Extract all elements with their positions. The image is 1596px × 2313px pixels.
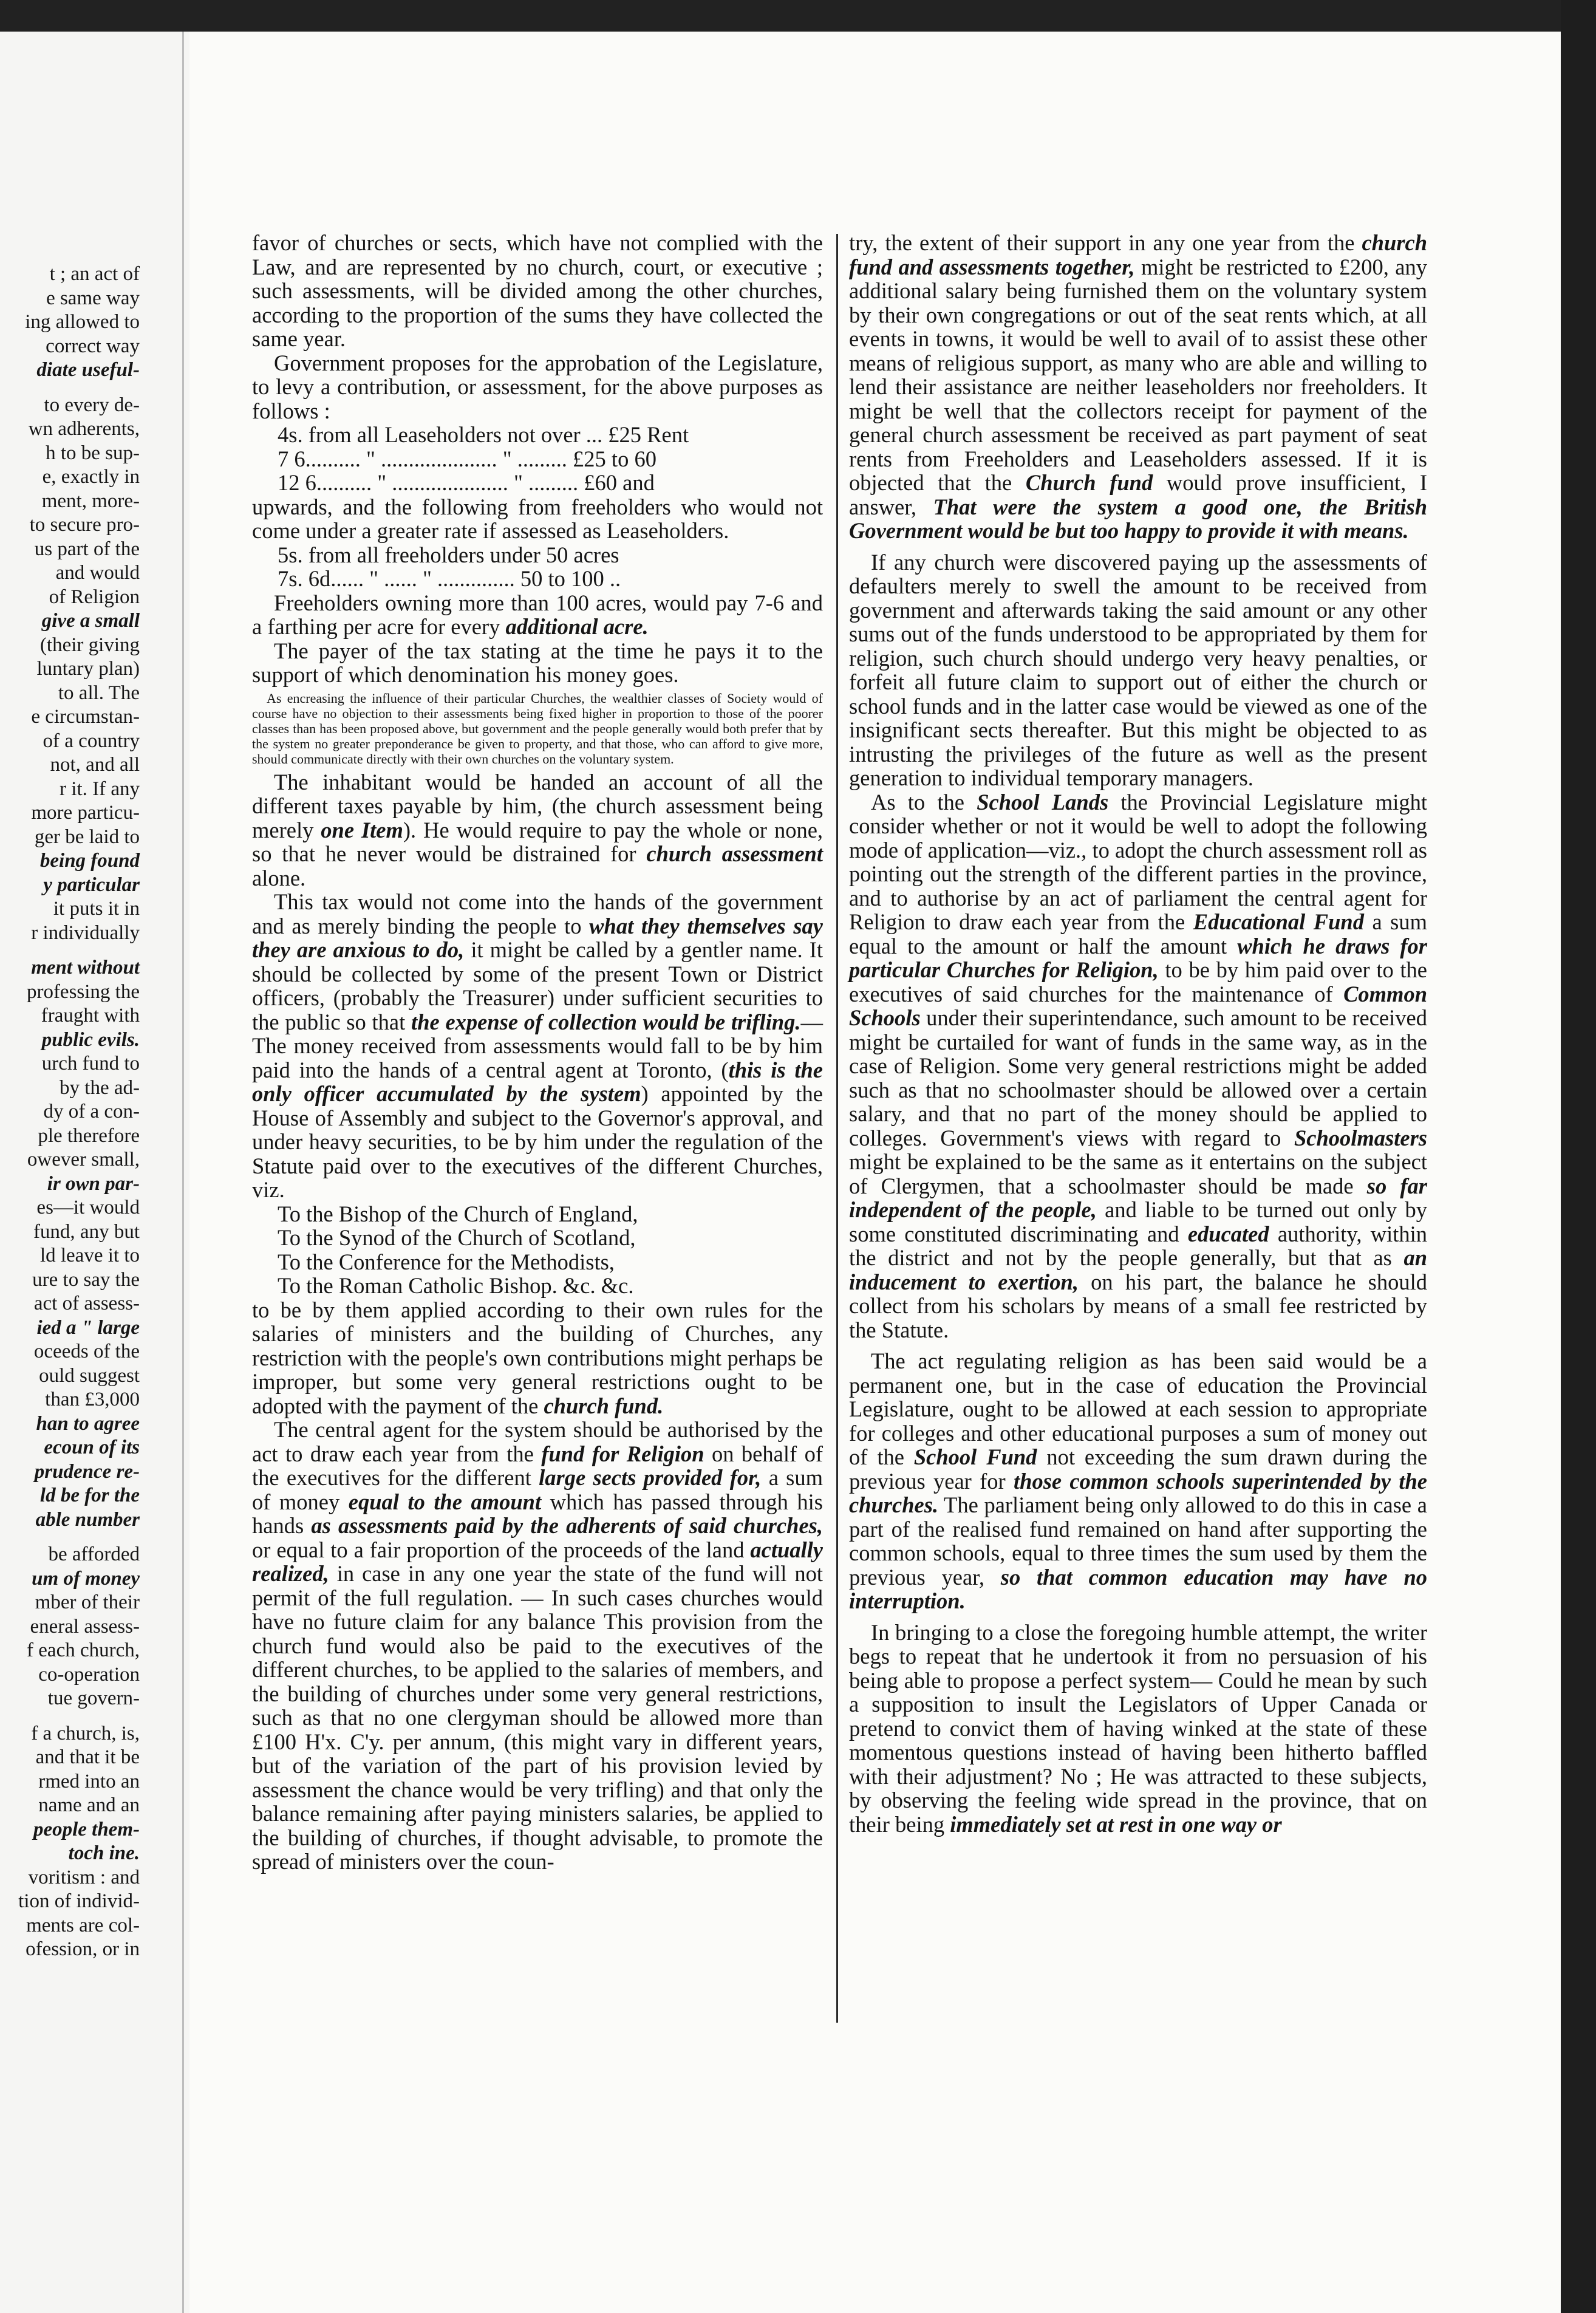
fragment-line: more particu-	[31, 802, 140, 824]
text: The act regulating religion as has been said would be a permanent one, but in the case of education the Provincial Legislature, ought to be allowed at each session to appropriate for colleges and other educational purposes a sum of money out of the	[849, 1348, 1427, 1469]
fragment-line: ld be for the	[39, 1484, 140, 1506]
fragment-line: dy of a con-	[43, 1101, 140, 1122]
fragment-line: and would	[55, 562, 140, 584]
fragment-line: ould suggest	[39, 1364, 140, 1387]
fragment-line: tion of individ-	[18, 1890, 140, 1912]
fragment-line: fund, any but	[33, 1220, 140, 1243]
text: As to the	[871, 789, 964, 815]
paragraph	[849, 1349, 1427, 1613]
paragraph	[252, 770, 823, 890]
text: it might be called by a gentler name. It should be collected by some of the present Town or District officers, (probably the Treasurer) under sufficient securities to the public so that	[252, 937, 823, 1034]
fragment-line: h to be sup-	[46, 442, 140, 464]
fragment-line: e, exactly in	[42, 466, 140, 488]
fragment-line: prudence re-	[34, 1460, 140, 1483]
fragment-line: rmed into an	[38, 1770, 140, 1792]
fragment-line: professing the	[26, 980, 140, 1003]
text: try, the extent of their support in any one year from the	[849, 230, 1355, 255]
fragment-line: ing allowed to	[25, 311, 140, 333]
fragment-line: ir own par-	[47, 1172, 140, 1195]
previous-page-edge	[0, 32, 189, 2313]
emphasis: what they themselves say they are anxious to do,	[252, 913, 823, 962]
emphasis: actually realized,	[252, 1537, 823, 1586]
fragment-line: to secure pro-	[29, 514, 140, 536]
fragment-line: ecoun of its	[44, 1437, 140, 1458]
fragment-line: f a church, is,	[31, 1722, 140, 1744]
emphasis: Church fund	[1025, 470, 1153, 495]
address-line: To the Bishop of the Church of England,	[278, 1201, 638, 1226]
text: on his part, the balance he should collect from his scholars by means of a small fee restricted by the Statute.	[849, 1269, 1428, 1342]
fragment-line: ld leave it to	[39, 1245, 140, 1266]
rate-line: 4s. from all Leaseholders not over ... £25 Rent	[278, 422, 689, 447]
fragment-line: y particular	[43, 873, 140, 896]
text: to be by them applied according to their own rules for the salaries of ministers and the building of Churches, any restriction with the people's own contributions might perhaps be improper, but some very general restrictions ought to be adopted with the payment of the	[252, 1297, 823, 1418]
paragraph	[849, 790, 1427, 1342]
emphasis: church assessment	[646, 841, 823, 866]
emphasis: Common Schools	[849, 981, 1427, 1030]
fragment-line: r individually	[31, 921, 140, 944]
text: in case in any one year the state of the fund will not permit of the full regulation. — In such cases churches would have no future claim for any balance This provision from the church fund would also be paid to the executives of the different churches, to be applied to the salaries of members, and the building of churches under some very general restrictions, such as that no one clergyman should be allowed more than £100 H'x. C'y. per annum, (this might vary in different years, but of the variation of the part of his provision levied by assessment the chance would be very trifling) and that only the balance remaining after paying ministers salaries, be applied to the building of churches, if thought advisable, to promote the spread of ministers over the coun-	[252, 1561, 823, 1874]
text: or equal to a fair proportion of the proceeds of the land	[252, 1537, 745, 1562]
right-column	[849, 231, 1427, 1836]
column-rule	[836, 234, 838, 2023]
paragraph	[252, 591, 823, 639]
footnote: As encreasing the influence of their particular Churches, the wealthier classes of Society would of course have no objection to their assessments being fixed higher in proportion to those of the poorer classes than has been proposed above, but government and the people generally would both prefer that by the system no greater preponderance be given to property, and that those, who can afford to give more, should communicate directly with their own churches on the voluntary system.	[252, 690, 823, 767]
rate-line: 12 6.......... " ..................... " ......... £60 and	[278, 470, 655, 495]
emphasis: the expense of collection would be trifling.	[411, 1009, 801, 1034]
previous-page-text-fragments	[0, 262, 140, 1962]
text: — The money received from assessments would fall to be by him paid into the hands of a central agent at Toronto, (	[252, 1009, 824, 1082]
fragment-line: mber of their	[35, 1591, 140, 1613]
emphasis: immediately set at rest in one way or	[950, 1811, 1282, 1837]
fragment-line: f each church,	[27, 1639, 140, 1661]
fragment-line: urch fund to	[41, 1053, 140, 1075]
fragment-line: of a country	[43, 729, 140, 752]
scan-border-right	[1561, 0, 1596, 2313]
paragraph	[252, 1418, 823, 1874]
text: The inhabitant would be handed an account of all the different taxes payable by him, (the church assessment being merely	[252, 769, 823, 842]
fragment-line: act of assess-	[33, 1293, 140, 1314]
emphasis: School Lands	[977, 789, 1109, 815]
fragment-line: correct way	[46, 335, 140, 357]
text: alone.	[252, 865, 306, 890]
emphasis: as assessments paid by the adherents of said churches,	[311, 1513, 824, 1538]
emphasis: fund for Religion	[541, 1441, 704, 1466]
page-gutter	[182, 32, 184, 2313]
fragment-line: by the ad-	[60, 1076, 140, 1099]
text: not exceeding the sum drawn during the previous year for	[849, 1444, 1428, 1494]
address-line: To the Roman Catholic Bishop. &c. &c.	[278, 1273, 634, 1298]
fragment-line: to all. The	[58, 682, 140, 704]
fragment-line: wn adherents,	[28, 418, 140, 440]
paragraph	[252, 1298, 823, 1418]
rate-line: 7 6.......... " ..................... " ......... £25 to 60	[278, 446, 656, 471]
emphasis: Schoolmasters	[1294, 1125, 1427, 1150]
fragment-line: eneral assess-	[30, 1615, 140, 1638]
fragment-line: ments are col-	[26, 1914, 140, 1936]
emphasis: so that common education may have no interruption.	[849, 1564, 1427, 1613]
emphasis: additional acre.	[505, 614, 649, 639]
fragment-line: us part of the	[34, 538, 140, 560]
fragment-line: es—it would	[36, 1197, 140, 1218]
fragment-line: voritism : and	[28, 1866, 140, 1888]
fragment-line: t ; an act of	[49, 263, 140, 285]
paragraph: upwards, and the following from freeholders who would not come under a greater rate if assessed as Leaseholders.	[252, 494, 823, 543]
fragment-line: diate useful-	[36, 359, 140, 381]
fragment-line: luntary plan)	[36, 658, 140, 680]
emphasis: one Item	[321, 817, 403, 842]
fragment-line: and that it be	[35, 1746, 140, 1768]
fragment-line: fraught with	[41, 1005, 140, 1027]
text: authority, within the district and not by the people generally, but that as	[849, 1221, 1427, 1270]
fragment-line: ure to say the	[32, 1268, 140, 1291]
fragment-line: r it. If any	[60, 777, 140, 800]
fragment-line: toch ine.	[68, 1842, 140, 1864]
fragment-line: owever small,	[27, 1149, 140, 1170]
text: ). He would require to pay the whole or none, so that he never would be distrained for	[252, 817, 824, 866]
text: to be by him paid over to the executives of said churches for the maintenance of	[849, 957, 1427, 1006]
fragment-line: than £3,000	[45, 1389, 140, 1410]
rate-line: 7s. 6d...... " ...... " .............. 50 to 100 ..	[278, 566, 621, 591]
fragment-line: ple therefore	[38, 1124, 140, 1147]
fragment-line: han to agree	[36, 1412, 140, 1435]
emphasis: this is the only officer accumulated by the system	[252, 1057, 824, 1106]
fragment-line: being found	[39, 850, 140, 872]
fragment-line: tue govern-	[47, 1687, 140, 1709]
fragment-line: give a small	[41, 610, 140, 632]
text: and liable to be turned out only by some constituted discriminating and	[849, 1197, 1427, 1246]
emphasis: church fund and assessments together,	[849, 230, 1427, 279]
fragment-line: ment, more-	[41, 490, 140, 512]
fragment-line: e circumstan-	[31, 706, 140, 728]
fragment-line: ied a " large	[36, 1316, 140, 1339]
text: might be restricted to £200, any additional salary being furnished them on the voluntary system by their own congregations or out of the seat rents which, at all events in towns, it would be well to avail of to assist these other means of religious support, as many who are able and willing to lend their assistance are neither leaseholders nor freeholders. It might be well that the collectors receipt for payment of the general church assessment be received as part payment of seat rents from Freeholders and Leaseholders assessed. If it is objected that the	[849, 254, 1428, 495]
fragment-line: co-operation	[38, 1663, 140, 1686]
text: ) appointed by the House of Assembly and subject to the Governor's approval, and under heavy securities, to be by him under the regulation of the Statute paid over to the executives of the different Churches, viz.	[252, 1081, 823, 1202]
emphasis: educated	[1187, 1221, 1269, 1246]
address-line: To the Conference for the Methodists,	[278, 1249, 615, 1274]
fragment-line: ofession, or in	[26, 1938, 140, 1960]
fragment-line: it puts it in	[53, 898, 140, 920]
fragment-line: of Religion	[49, 586, 140, 608]
fragment-line: people them-	[33, 1818, 140, 1840]
fragment-line: not, and all	[50, 754, 140, 776]
text: under their superintendance, such amount to be received might be curtailed for want of funds in the same way, as in the case of Religion. Some very general restrictions might be added such as that no schoolmaster should be allowed over a certain salary, and that no part of the money should be applied to colleges. Government's views with regard to	[849, 1005, 1427, 1150]
fragment-line: ment without	[31, 957, 140, 979]
paragraph	[849, 231, 1427, 543]
emphasis: That were the system a good one, the British Government would be but too happy to provide it with means.	[849, 494, 1427, 543]
emphasis: church fund.	[544, 1393, 664, 1418]
emphasis: equal to the amount	[348, 1489, 542, 1514]
text: The parliament being only allowed to do this in case a part of the realised fund remained on hand after supporting the common schools, equal to three times the sum used by them the previous year,	[849, 1492, 1427, 1590]
text: which has passed through his hands	[252, 1489, 823, 1538]
address-line: To the Synod of the Church of Scotland,	[278, 1225, 636, 1250]
text: would prove insufficient, I answer,	[849, 470, 1428, 519]
left-column	[252, 231, 823, 1874]
emphasis: large sects provided for,	[539, 1465, 762, 1490]
fragment-line: public evils.	[41, 1028, 140, 1051]
fragment-line: name and an	[38, 1794, 140, 1816]
paragraph: favor of churches or sects, which have not complied with the Law, and are represented by no church, court, or executive ; such assessments, will be divided among the other churches, according to the proportion of the sums they have collected the same year.	[252, 230, 823, 351]
fragment-line: um of money	[32, 1567, 140, 1590]
text: a sum equal to the amount or half the amount	[849, 909, 1428, 958]
text: a sum of money	[252, 1465, 824, 1514]
emphasis: Educational Fund	[1193, 909, 1364, 934]
text: might be explained to be the same as it entertains on the subject of Clergymen, that a schoolmaster should be made	[849, 1149, 1427, 1198]
fragment-line: e same way	[46, 287, 140, 309]
emphasis: those common schools superintended by the churches.	[849, 1468, 1427, 1517]
fragment-line: (their giving	[39, 634, 140, 656]
rate-line: 5s. from all freeholders under 50 acres	[278, 542, 619, 567]
emphasis: so far independent of the people,	[849, 1173, 1427, 1222]
paragraph: If any church were discovered paying up the assessments of defaulters merely to swell the amount to be received from government and afterwards taking the said amount or any other sums out of the funds understood to be appropriated by them for religion, such church should undergo very heavy penalties, or forfeit all future claim to support out of either the church or school funds and in the latter case would be viewed as one of the insignificant sects thereafter. But this might be objected to as intrusting the privileges of the future as well as the present generation to individual temporary managers.	[849, 549, 1427, 790]
paragraph	[252, 890, 823, 1202]
paragraph: The payer of the tax stating at the time he pays it to the support of which denomination his money goes.	[252, 638, 823, 687]
fragment-line: to every de-	[44, 394, 140, 416]
emphasis: which he draws for particular Churches for Religion,	[849, 933, 1428, 982]
text: on behalf of the executives for the different	[252, 1441, 823, 1490]
fragment-line: be afforded	[48, 1543, 140, 1565]
fragment-line: oceeds of the	[33, 1341, 140, 1362]
text: the Provincial Legislature might consider whether or not it would be well to adopt the following mode of application—viz., to adopt the church assessment roll as pointing out the strength of the different parties in the province, and to authorise by an act of parliament the central agent for Religion to draw each year from the	[849, 789, 1428, 934]
text: Freeholders owning more than 100 acres, would pay 7-6 and a farthing per acre for every	[252, 590, 823, 639]
paragraph: Government proposes for the approbation of the Legislature, to levy a contribution, or assessment, for the above purposes as follows :	[252, 350, 823, 423]
text: In bringing to a close the foregoing humble attempt, the writer begs to repeat that he undertook it from no persuasion of his being able to propose a perfect system— Could he mean by such a supposition to insult the Legislators of Upper Canada or pretend to convict them of having winked at the state of these momentous questions instead of having been hitherto baffled with their adjustment? No ; He was attracted to these subjects, by observing the feeling wide spread in the province, that on their being	[849, 1619, 1427, 1837]
fragment-line: able number	[35, 1508, 140, 1531]
emphasis: School Fund	[913, 1444, 1037, 1469]
text: This tax would not come into the hands of the government and as merely binding the people to	[252, 889, 823, 938]
paragraph	[849, 1621, 1427, 1837]
emphasis: an inducement to exertion,	[849, 1245, 1428, 1294]
scan-border-top	[0, 0, 1596, 32]
text: The central agent for the system should be authorised by the act to draw each year from the	[252, 1417, 823, 1466]
fragment-line: ger be laid to	[34, 825, 140, 848]
